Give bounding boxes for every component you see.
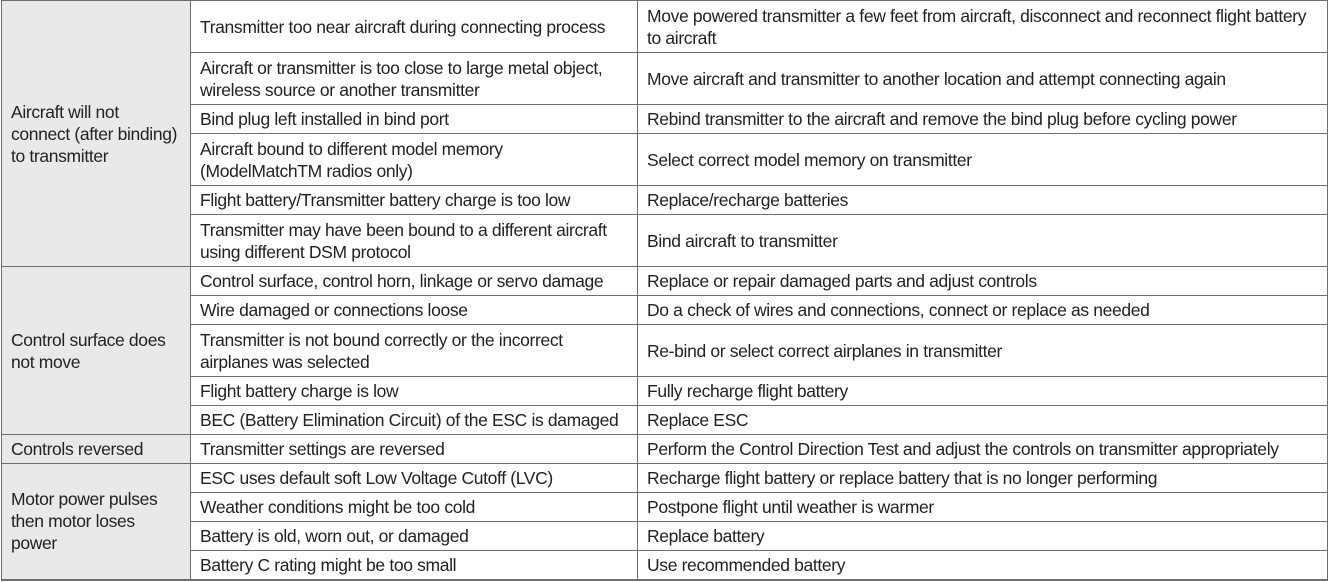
cause-cell: Weather conditions might be too cold xyxy=(191,493,638,522)
table-row xyxy=(2,325,1328,377)
table-row xyxy=(2,464,1328,493)
table-row xyxy=(2,296,1328,325)
cause-cell: Transmitter too near aircraft during connecting process xyxy=(191,1,638,53)
table-row xyxy=(2,493,1328,522)
table-row xyxy=(2,522,1328,551)
solution-cell: Replace battery xyxy=(638,522,1328,551)
problem-cell: Controls reversed xyxy=(2,435,191,464)
troubleshooting-table xyxy=(1,0,1328,581)
table-row xyxy=(2,134,1328,186)
solution-cell: Bind aircraft to transmitter xyxy=(638,215,1328,267)
problem-cell: Motor power pulses then motor loses power xyxy=(2,464,191,580)
cause-cell: Flight battery charge is low xyxy=(191,377,638,406)
problem-cell: Control surface does not move xyxy=(2,267,191,435)
cause-cell: Battery C rating might be too small xyxy=(191,551,638,580)
cause-cell: Bind plug left installed in bind port xyxy=(191,105,638,134)
cause-cell: BEC (Battery Elimination Circuit) of the ESC is damaged xyxy=(191,406,638,435)
solution-cell: Replace or repair damaged parts and adjust controls xyxy=(638,267,1328,296)
table-row xyxy=(2,53,1328,105)
cause-cell: ESC uses default soft Low Voltage Cutoff (LVC) xyxy=(191,464,638,493)
cause-cell: Wire damaged or connections loose xyxy=(191,296,638,325)
table-row xyxy=(2,105,1328,134)
solution-cell: Use recommended battery xyxy=(638,551,1328,580)
table-row xyxy=(2,215,1328,267)
cause-cell: Transmitter may have been bound to a different aircraft using different DSM protocol xyxy=(191,215,638,267)
solution-cell: Recharge flight battery or replace battery that is no longer performing xyxy=(638,464,1328,493)
solution-cell: Replace/recharge batteries xyxy=(638,186,1328,215)
table-row xyxy=(2,406,1328,435)
table-row xyxy=(2,377,1328,406)
solution-cell: Replace ESC xyxy=(638,406,1328,435)
cause-cell: Aircraft bound to different model memory (ModelMatchTM radios only) xyxy=(191,134,638,186)
table-row xyxy=(2,1,1328,53)
cause-cell: Aircraft or transmitter is too close to large metal object, wireless source or another transmitter xyxy=(191,53,638,105)
solution-cell: Move powered transmitter a few feet from aircraft, disconnect and reconnect flight battery to aircraft xyxy=(638,1,1328,53)
cause-cell: Transmitter settings are reversed xyxy=(191,435,638,464)
solution-cell: Move aircraft and transmitter to another location and attempt connecting again xyxy=(638,53,1328,105)
solution-cell: Do a check of wires and connections, connect or replace as needed xyxy=(638,296,1328,325)
cause-cell: Transmitter is not bound correctly or the incorrect airplanes was selected xyxy=(191,325,638,377)
problem-cell: Aircraft will not connect (after binding) to transmitter xyxy=(2,1,191,267)
solution-cell: Fully recharge flight battery xyxy=(638,377,1328,406)
cause-cell: Control surface, control horn, linkage or servo damage xyxy=(191,267,638,296)
table-row xyxy=(2,267,1328,296)
table-row xyxy=(2,186,1328,215)
cause-cell: Flight battery/Transmitter battery charge is too low xyxy=(191,186,638,215)
table-row xyxy=(2,435,1328,464)
solution-cell: Postpone flight until weather is warmer xyxy=(638,493,1328,522)
solution-cell: Rebind transmitter to the aircraft and remove the bind plug before cycling power xyxy=(638,105,1328,134)
table-row xyxy=(2,551,1328,580)
solution-cell: Perform the Control Direction Test and adjust the controls on transmitter appropriately xyxy=(638,435,1328,464)
solution-cell: Re-bind or select correct airplanes in transmitter xyxy=(638,325,1328,377)
solution-cell: Select correct model memory on transmitter xyxy=(638,134,1328,186)
cause-cell: Battery is old, worn out, or damaged xyxy=(191,522,638,551)
